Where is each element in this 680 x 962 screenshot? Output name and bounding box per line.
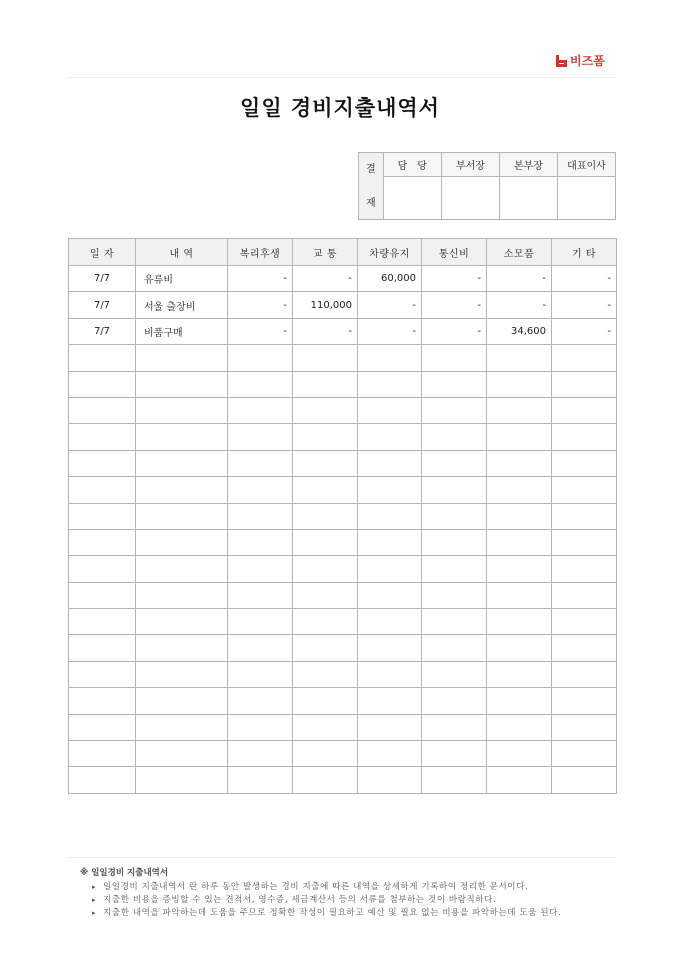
cell-supplies[interactable] [487, 609, 552, 635]
cell-description[interactable] [136, 371, 228, 397]
cell-date[interactable] [69, 688, 136, 714]
cell-supplies[interactable] [487, 450, 552, 476]
cell-description[interactable] [136, 767, 228, 793]
cell-supplies[interactable] [487, 397, 552, 423]
cell-supplies[interactable] [487, 714, 552, 740]
cell-supplies[interactable] [487, 477, 552, 503]
brand-name: 비즈폼 [570, 54, 605, 68]
cell-other[interactable] [552, 345, 617, 371]
cell-transport[interactable] [293, 477, 358, 503]
cell-telecom[interactable] [422, 397, 487, 423]
table-header-row [69, 239, 617, 266]
table-row [69, 477, 617, 503]
cell-supplies[interactable] [487, 767, 552, 793]
cell-welfare[interactable] [228, 635, 293, 661]
cell-date[interactable] [69, 609, 136, 635]
cell-other[interactable] [552, 741, 617, 767]
notes-section [80, 866, 561, 920]
cell-transport[interactable] [293, 767, 358, 793]
cell-description[interactable] [136, 450, 228, 476]
cell-description[interactable] [136, 688, 228, 714]
cell-transport[interactable] [293, 635, 358, 661]
cell-telecom[interactable] [422, 556, 487, 582]
cell-transport[interactable] [293, 741, 358, 767]
cell-supplies[interactable]: 34,600 [487, 318, 552, 344]
cell-other[interactable] [552, 635, 617, 661]
col-header-transport: 교 통 [293, 239, 358, 266]
cell-date[interactable]: 7/7 [69, 266, 136, 292]
cell-welfare[interactable]: - [228, 318, 293, 344]
cell-other[interactable] [552, 556, 617, 582]
top-divider [66, 77, 616, 78]
cell-welfare[interactable] [228, 450, 293, 476]
cell-vehicle[interactable] [358, 714, 422, 740]
cell-other[interactable] [552, 503, 617, 529]
sign-field-staff[interactable] [383, 177, 441, 220]
cell-telecom[interactable] [422, 688, 487, 714]
cell-telecom[interactable] [422, 635, 487, 661]
approval-side-label [359, 153, 384, 220]
cell-other[interactable] [552, 661, 617, 687]
cell-welfare[interactable]: - [228, 266, 293, 292]
cell-welfare[interactable] [228, 397, 293, 423]
cell-supplies[interactable] [487, 661, 552, 687]
cell-other[interactable] [552, 529, 617, 555]
cell-welfare[interactable] [228, 609, 293, 635]
table-row [69, 714, 617, 740]
sign-field-division-head[interactable] [499, 177, 557, 220]
cell-telecom[interactable] [422, 609, 487, 635]
note-item: ▸ 일일경비 지출내역서 란 하루 동안 발생하는 경비 지출에 따른 내역을 상세하게 기록하여 정리한 문서이다. [92, 881, 561, 894]
cell-other[interactable]: - [552, 292, 617, 318]
cell-date[interactable] [69, 635, 136, 661]
cell-date[interactable]: 7/7 [69, 318, 136, 344]
cell-transport[interactable] [293, 503, 358, 529]
table-row [69, 397, 617, 423]
cell-description[interactable] [136, 609, 228, 635]
cell-telecom[interactable] [422, 741, 487, 767]
cell-description[interactable] [136, 397, 228, 423]
table-row [69, 609, 617, 635]
cell-vehicle[interactable] [358, 397, 422, 423]
cell-description[interactable] [136, 345, 228, 371]
cell-vehicle[interactable] [358, 371, 422, 397]
table-row [69, 635, 617, 661]
cell-transport[interactable] [293, 371, 358, 397]
cell-vehicle[interactable]: 60,000 [358, 266, 422, 292]
cell-vehicle[interactable] [358, 688, 422, 714]
cell-other[interactable] [552, 424, 617, 450]
cell-supplies[interactable] [487, 582, 552, 608]
table-row [69, 503, 617, 529]
cell-transport[interactable]: - [293, 318, 358, 344]
cell-transport[interactable] [293, 450, 358, 476]
cell-date[interactable] [69, 503, 136, 529]
cell-telecom[interactable] [422, 450, 487, 476]
cell-transport[interactable] [293, 714, 358, 740]
cell-supplies[interactable] [487, 741, 552, 767]
cell-description[interactable] [136, 556, 228, 582]
cell-welfare[interactable] [228, 529, 293, 555]
cell-date[interactable] [69, 371, 136, 397]
cell-other[interactable]: - [552, 318, 617, 344]
cell-welfare[interactable] [228, 424, 293, 450]
cell-telecom[interactable]: - [422, 266, 487, 292]
cell-vehicle[interactable]: - [358, 318, 422, 344]
cell-transport[interactable] [293, 424, 358, 450]
col-header-description: 내 역 [136, 239, 228, 266]
expense-table [68, 238, 617, 794]
cell-description[interactable] [136, 582, 228, 608]
cell-transport[interactable] [293, 582, 358, 608]
cell-telecom[interactable] [422, 477, 487, 503]
cell-supplies[interactable] [487, 556, 552, 582]
cell-transport[interactable] [293, 345, 358, 371]
cell-vehicle[interactable] [358, 424, 422, 450]
cell-other[interactable] [552, 397, 617, 423]
cell-welfare[interactable] [228, 503, 293, 529]
cell-vehicle[interactable]: - [358, 292, 422, 318]
bottom-divider [66, 857, 616, 858]
table-row [69, 529, 617, 555]
col-header-supplies: 소모품 [487, 239, 552, 266]
cell-vehicle[interactable] [358, 556, 422, 582]
cell-vehicle[interactable] [358, 529, 422, 555]
col-header-vehicle: 차량유지 [358, 239, 422, 266]
table-row [69, 318, 617, 344]
cell-welfare[interactable] [228, 688, 293, 714]
cell-telecom[interactable] [422, 582, 487, 608]
cell-telecom[interactable]: - [422, 318, 487, 344]
cell-other[interactable] [552, 714, 617, 740]
cell-other[interactable]: - [552, 266, 617, 292]
note-item: ▸ 지출한 내역을 파악하는데 도움을 주므로 정확한 작성이 필요하고 예산 및 필요 없는 비용을 파악하는데 도움 된다. [92, 907, 561, 920]
cell-telecom[interactable] [422, 503, 487, 529]
approval-role-ceo: 대표이사 [557, 153, 615, 177]
cell-other[interactable] [552, 582, 617, 608]
cell-welfare[interactable] [228, 767, 293, 793]
cell-date[interactable] [69, 529, 136, 555]
cell-transport[interactable] [293, 661, 358, 687]
cell-date[interactable] [69, 397, 136, 423]
cell-date[interactable] [69, 714, 136, 740]
cell-description[interactable] [136, 503, 228, 529]
cell-transport[interactable] [293, 609, 358, 635]
cell-welfare[interactable] [228, 477, 293, 503]
cell-date[interactable] [69, 424, 136, 450]
approval-role-dept-head: 부서장 [441, 153, 499, 177]
cell-supplies[interactable] [487, 424, 552, 450]
cell-date[interactable] [69, 345, 136, 371]
cell-other[interactable] [552, 609, 617, 635]
table-row [69, 582, 617, 608]
cell-transport[interactable] [293, 397, 358, 423]
cell-telecom[interactable] [422, 661, 487, 687]
cell-welfare[interactable] [228, 556, 293, 582]
cell-vehicle[interactable] [358, 661, 422, 687]
approval-side-char-2: 재 [366, 198, 376, 209]
table-row [69, 556, 617, 582]
cell-description[interactable] [136, 741, 228, 767]
cell-vehicle[interactable] [358, 450, 422, 476]
cell-supplies[interactable]: - [487, 266, 552, 292]
cell-welfare[interactable] [228, 661, 293, 687]
cell-date[interactable] [69, 477, 136, 503]
approval-role-staff: 담 당 [383, 153, 441, 177]
cell-description[interactable] [136, 661, 228, 687]
cell-telecom[interactable] [422, 767, 487, 793]
cell-supplies[interactable] [487, 688, 552, 714]
cell-vehicle[interactable] [358, 582, 422, 608]
cell-date[interactable]: 7/7 [69, 292, 136, 318]
table-row [69, 450, 617, 476]
cell-supplies[interactable] [487, 371, 552, 397]
note-item: ▸ 지출한 비용을 증빙할 수 있는 견적서, 영수증, 세금계산서 등의 서류를 첨부하는 것이 바람직하다. [92, 894, 561, 907]
cell-welfare[interactable]: - [228, 292, 293, 318]
table-row [69, 345, 617, 371]
col-header-other: 기 타 [552, 239, 617, 266]
cell-telecom[interactable] [422, 424, 487, 450]
bizform-logo-icon [556, 55, 568, 67]
brand-logo [556, 52, 605, 69]
cell-vehicle[interactable] [358, 609, 422, 635]
cell-telecom[interactable] [422, 529, 487, 555]
table-row [69, 688, 617, 714]
cell-description[interactable]: 서울 출장비 [136, 292, 228, 318]
cell-description[interactable] [136, 529, 228, 555]
cell-date[interactable] [69, 450, 136, 476]
cell-date[interactable] [69, 767, 136, 793]
cell-supplies[interactable] [487, 635, 552, 661]
cell-other[interactable] [552, 767, 617, 793]
approval-role-division-head: 본부장 [499, 153, 557, 177]
page-title: 일일 경비지출내역서 [240, 96, 440, 120]
sign-field-ceo[interactable] [557, 177, 615, 220]
table-row [69, 767, 617, 793]
approval-box [358, 152, 616, 220]
cell-vehicle[interactable] [358, 767, 422, 793]
cell-telecom[interactable] [422, 345, 487, 371]
sign-field-dept-head[interactable] [441, 177, 499, 220]
cell-telecom[interactable] [422, 371, 487, 397]
cell-transport[interactable] [293, 556, 358, 582]
cell-welfare[interactable] [228, 371, 293, 397]
cell-description[interactable] [136, 424, 228, 450]
table-row [69, 741, 617, 767]
cell-welfare[interactable] [228, 582, 293, 608]
col-header-welfare: 복리후생 [228, 239, 293, 266]
table-row [69, 371, 617, 397]
cell-welfare[interactable] [228, 741, 293, 767]
cell-other[interactable] [552, 450, 617, 476]
cell-welfare[interactable] [228, 714, 293, 740]
cell-description[interactable]: 비품구매 [136, 318, 228, 344]
cell-telecom[interactable]: - [422, 292, 487, 318]
cell-telecom[interactable] [422, 714, 487, 740]
cell-date[interactable] [69, 556, 136, 582]
cell-transport[interactable]: - [293, 266, 358, 292]
cell-vehicle[interactable] [358, 635, 422, 661]
cell-transport[interactable] [293, 529, 358, 555]
table-row [69, 266, 617, 292]
cell-description[interactable]: 유류비 [136, 266, 228, 292]
cell-description[interactable] [136, 477, 228, 503]
cell-supplies[interactable] [487, 345, 552, 371]
cell-vehicle[interactable] [358, 345, 422, 371]
cell-vehicle[interactable] [358, 477, 422, 503]
cell-transport[interactable]: 110,000 [293, 292, 358, 318]
notes-heading: ※ 일일경비 지출내역서 [80, 868, 169, 878]
cell-welfare[interactable] [228, 345, 293, 371]
cell-supplies[interactable] [487, 529, 552, 555]
cell-supplies[interactable] [487, 503, 552, 529]
cell-date[interactable] [69, 741, 136, 767]
cell-other[interactable] [552, 688, 617, 714]
cell-other[interactable] [552, 477, 617, 503]
col-header-telecom: 통신비 [422, 239, 487, 266]
cell-supplies[interactable]: - [487, 292, 552, 318]
table-row [69, 424, 617, 450]
table-row [69, 661, 617, 687]
cell-description[interactable] [136, 635, 228, 661]
cell-vehicle[interactable] [358, 503, 422, 529]
cell-date[interactable] [69, 661, 136, 687]
cell-description[interactable] [136, 714, 228, 740]
approval-side-char-1: 결 [366, 164, 376, 175]
cell-other[interactable] [552, 371, 617, 397]
col-header-date: 일 자 [69, 239, 136, 266]
cell-date[interactable] [69, 582, 136, 608]
cell-transport[interactable] [293, 688, 358, 714]
table-row [69, 292, 617, 318]
cell-vehicle[interactable] [358, 741, 422, 767]
